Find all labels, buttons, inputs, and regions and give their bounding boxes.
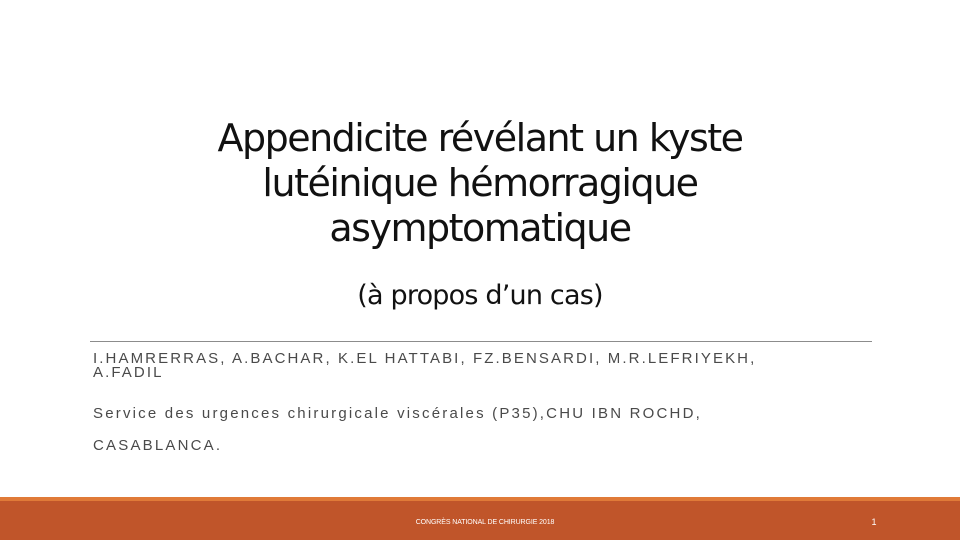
affiliation-line: CASABLANCA.: [93, 437, 223, 454]
authors-line: I.HAMRERRAS, A.BACHAR, K.EL HATTABI, FZ.BENSARDI, M.R.LEFRIYEKH,: [93, 350, 757, 367]
title-line: asymptomatique: [329, 206, 631, 250]
affiliation: [93, 398, 853, 462]
title-line: lutéinique hémorragique: [262, 161, 698, 205]
slide-subtitle: (à propos d’un cas): [357, 280, 603, 311]
authors-line: A.FADIL: [93, 364, 164, 381]
page-number: 1: [871, 517, 877, 527]
title-line: Appendicite révélant un kyste: [217, 116, 743, 160]
title-divider: [90, 341, 872, 342]
footer-text: CONGRÈS NATIONAL DE CHIRURGIE 2018: [415, 519, 555, 526]
authors-list: [93, 352, 853, 380]
affiliation-line: Service des urgences chirurgicale viscérales (P35),CHU IBN ROCHD,: [93, 405, 702, 422]
slide-title: [130, 116, 830, 251]
